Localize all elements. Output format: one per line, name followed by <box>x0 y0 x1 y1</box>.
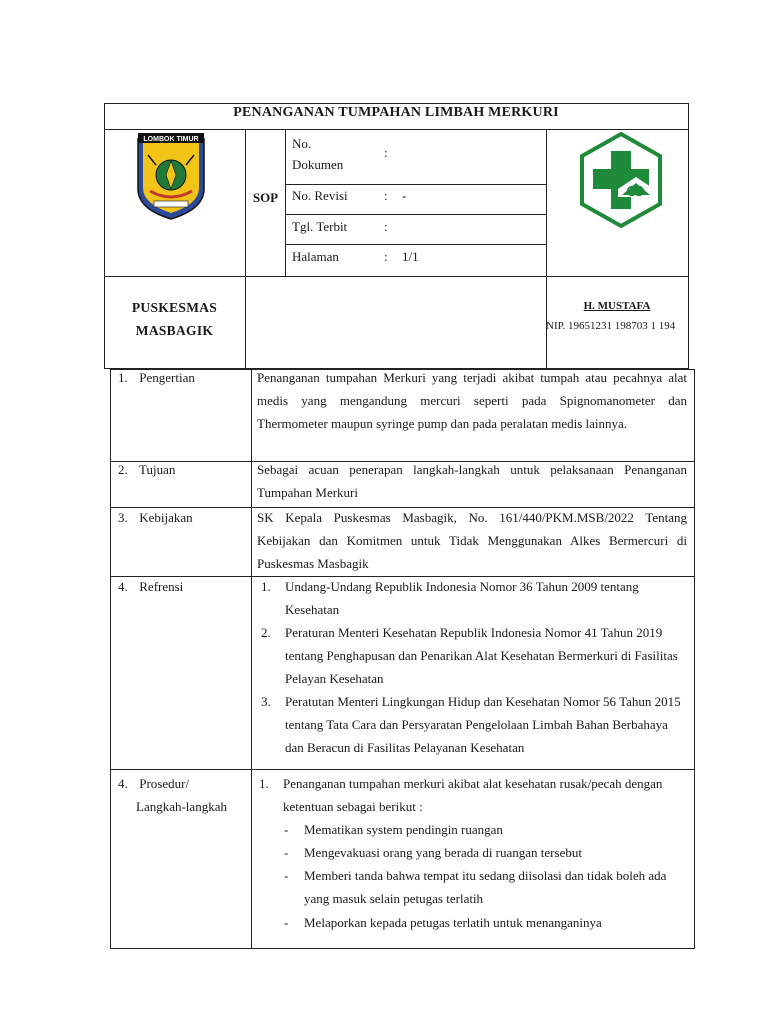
procedure-sub-item-text: Mengevakuasi orang yang berada di ruangan tersebut <box>304 845 582 860</box>
regency-logo-text: LOMBOK TIMUR <box>143 136 199 143</box>
field-colon-no-dokumen: : <box>384 145 388 160</box>
procedure-sub-item-dash: - <box>284 915 289 930</box>
procedure-item <box>259 772 685 818</box>
puskesmas-name-line1: PUSKESMAS <box>131 300 218 315</box>
field-label-no-revisi: No. Revisi <box>292 188 348 203</box>
field-colon-tgl-terbit: : <box>384 219 388 234</box>
field-colon-halaman: : <box>384 249 388 264</box>
document-title: PENANGANAN TUMPAHAN LIMBAH MERKURI <box>233 105 559 120</box>
section-label-refrensi <box>118 575 248 598</box>
procedure-sub-item-dash: - <box>284 868 289 883</box>
field-divider-3 <box>285 244 547 245</box>
procedure-sub-item <box>284 818 687 841</box>
section-title-prosedur-line2: Langkah-langkah <box>136 799 227 814</box>
header-middle-divider <box>104 276 689 277</box>
field-value-halaman: 1/1 <box>402 249 419 264</box>
section-number-kebijakan: 3. <box>118 510 128 525</box>
field-label-halaman: Halaman <box>292 249 339 264</box>
reference-item <box>261 575 687 621</box>
section-title-prosedur-line1: Prosedur/ <box>139 776 190 791</box>
regency-logo <box>132 131 210 223</box>
section-number-pengertian: 1. <box>118 370 128 385</box>
section-title-tujuan: Tujuan <box>139 462 176 477</box>
reference-item <box>261 690 687 759</box>
section-number-prosedur: 4. <box>118 776 128 791</box>
procedure-sub-item-dash: - <box>284 822 289 837</box>
puskesmas-name-line2: MASBAGIK <box>135 323 214 338</box>
field-colon-no-revisi: : <box>384 188 388 203</box>
section-title-kebijakan: Kebijakan <box>139 510 193 525</box>
reference-item-text: Undang-Undang Republik Indonesia Nomor 36 Tahun 2009 tentang Kesehatan <box>285 579 639 617</box>
header-col-divider-2 <box>285 129 286 276</box>
procedure-item-number: 1. <box>259 776 269 791</box>
procedure-sub-item <box>284 911 687 934</box>
reference-item-number: 2. <box>261 625 271 640</box>
section-text-tujuan: Sebagai acuan penerapan langkah-langkah untuk pelaksanaan Penanganan Tumpahan Merkuri <box>257 462 687 500</box>
row-divider-4 <box>110 769 695 770</box>
section-number-tujuan: 2. <box>118 462 128 477</box>
reference-item-text: Peratutan Menteri Lingkungan Hidup dan Kesehatan Nomor 56 Tahun 2015 tentang Tata Cara dan Persyaratan Pengelolaan Limbah Bahan Berbahaya dan Beracun di Fasilitas Pelayanan Kesehatan <box>285 694 681 755</box>
signatory-name: H. MUSTAFA <box>583 300 651 312</box>
puskesmas-logo <box>578 131 664 229</box>
procedure-item-text: Penanganan tumpahan merkuri akibat alat kesehatan rusak/pecah dengan ketentuan sebagai berikut : <box>283 776 663 814</box>
content-left-border <box>110 369 111 949</box>
field-label-tgl-terbit: Tgl. Terbit <box>292 219 348 234</box>
section-title-pengertian: Pengertian <box>139 370 195 385</box>
field-label-no-dokumen <box>292 133 343 175</box>
section-text-pengertian: Penanganan tumpahan Merkuri yang terjadi akibat tumpah atau pecahnya alat medis yang mengandung mercuri seperti pada Spignomanometer dan Thermometer maupun syringe pump dan pada peralatan medis lainnya. <box>257 370 687 431</box>
reference-item-number: 3. <box>261 694 271 709</box>
field-divider-2 <box>285 214 547 215</box>
procedure-sub-item <box>284 864 687 910</box>
procedure-sub-item-text: Melaporkan kepada petugas terlatih untuk menanganinya <box>304 915 602 930</box>
header-col-divider-1 <box>245 129 246 369</box>
section-label-pengertian <box>118 366 248 389</box>
field-value-no-revisi: - <box>402 188 407 203</box>
puskesmas-name <box>104 296 245 342</box>
content-right-border <box>694 369 695 949</box>
header-title-divider <box>104 129 689 130</box>
reference-item-text: Peraturan Menteri Kesehatan Republik Indonesia Nomor 41 Tahun 2019 tentang Penghapusan dan Penarikan Alat Kesehatan Bermerkuri di Fasilitas Pelayan Kesehatan <box>285 625 678 686</box>
reference-item-number: 1. <box>261 579 271 594</box>
procedure-sub-item-text: Mematikan system pendingin ruangan <box>304 822 503 837</box>
field-label-no-dokumen-line1: No. <box>292 136 312 151</box>
field-label-no-dokumen-line2: Dokumen <box>292 157 344 172</box>
procedure-sub-item-dash: - <box>284 845 289 860</box>
section-number-refrensi: 4. <box>118 579 128 594</box>
reference-item <box>261 621 687 690</box>
signatory-nip: NIP. 19651231 198703 1 194 <box>546 320 676 332</box>
section-label-kebijakan <box>118 506 248 529</box>
sop-label: SOP <box>252 190 279 205</box>
header-col-divider-3 <box>546 129 547 369</box>
content-bottom-border <box>110 948 695 949</box>
field-divider-1 <box>285 184 547 185</box>
section-text-kebijakan: SK Kepala Puskesmas Masbagik, No. 161/440/PKM.MSB/2022 Tentang Kebijakan dan Komitmen untuk Tidak Menggunakan Alkes Bermercuri di Puskesmas Masbagik <box>257 510 687 571</box>
content-col-divider <box>251 369 252 949</box>
section-label-prosedur <box>118 772 248 818</box>
procedure-sub-item <box>284 841 687 864</box>
section-title-refrensi: Refrensi <box>139 579 184 594</box>
procedure-sub-item-text: Memberi tanda bahwa tempat itu sedang diisolasi dan tidak boleh ada yang masuk selain petugas terlatih <box>304 868 667 906</box>
section-label-tujuan <box>118 458 248 481</box>
